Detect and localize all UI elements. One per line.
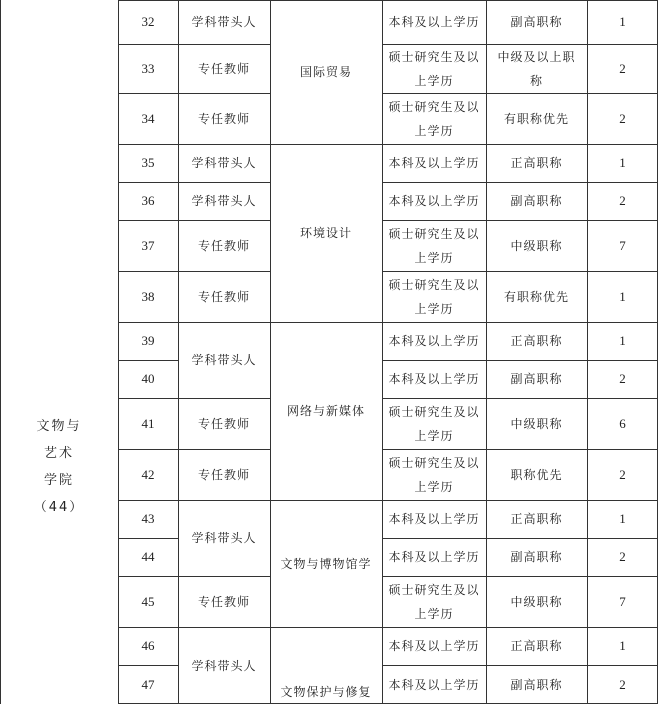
major-name bbox=[270, 0, 382, 144]
headcount-text: 2 bbox=[619, 110, 626, 126]
major-name-text: 文物与博物馆学 bbox=[280, 556, 372, 571]
title-requirement-text: 中级职称 bbox=[510, 594, 563, 609]
college-line: 文物与 bbox=[36, 419, 82, 434]
post-type bbox=[178, 627, 270, 704]
education-requirement bbox=[382, 627, 486, 665]
headcount-text: 1 bbox=[619, 511, 626, 526]
headcount bbox=[587, 500, 658, 538]
row-number bbox=[118, 360, 178, 398]
row-number bbox=[118, 93, 178, 144]
row-number bbox=[118, 144, 178, 182]
row-number-text: 47 bbox=[141, 676, 155, 692]
title-requirement-text: 职称优先 bbox=[510, 467, 563, 482]
major-name bbox=[270, 627, 382, 704]
education-requirement-text: 硕士研究生及以上学历 bbox=[388, 226, 480, 265]
post-type bbox=[178, 220, 270, 271]
post-type-text: 专任教师 bbox=[197, 467, 250, 482]
row-number bbox=[118, 449, 178, 500]
education-requirement bbox=[382, 44, 486, 93]
education-requirement bbox=[382, 144, 486, 182]
row-number-text: 40 bbox=[141, 371, 155, 386]
headcount bbox=[587, 44, 658, 93]
title-requirement bbox=[486, 360, 587, 398]
title-requirement bbox=[486, 182, 587, 220]
post-type-text: 学科带头人 bbox=[191, 194, 257, 208]
headcount bbox=[587, 0, 658, 44]
education-requirement bbox=[382, 449, 486, 500]
education-requirement-text: 硕士研究生及以上学历 bbox=[388, 277, 480, 316]
major-name-text: 环境设计 bbox=[299, 226, 352, 240]
education-requirement-text: 本科及以上学历 bbox=[388, 156, 480, 170]
row-number-text: 32 bbox=[141, 14, 155, 29]
post-type-text: 学科带头人 bbox=[191, 658, 257, 673]
headcount-text: 2 bbox=[619, 60, 626, 76]
education-requirement-text: 本科及以上学历 bbox=[388, 15, 480, 29]
education-requirement-text: 本科及以上学历 bbox=[388, 334, 480, 348]
title-requirement-text: 正高职称 bbox=[510, 639, 563, 653]
headcount bbox=[587, 271, 658, 322]
education-requirement bbox=[382, 360, 486, 398]
title-requirement-text: 正高职称 bbox=[510, 156, 563, 170]
post-type bbox=[178, 398, 270, 449]
education-requirement bbox=[382, 0, 486, 44]
major-name-text: 文物保护与修复 bbox=[280, 685, 372, 699]
headcount-text: 2 bbox=[619, 193, 626, 208]
education-requirement-text: 本科及以上学历 bbox=[388, 639, 480, 653]
title-requirement-text: 副高职称 bbox=[510, 194, 563, 208]
row-number bbox=[118, 182, 178, 220]
title-requirement bbox=[486, 398, 587, 449]
major-name bbox=[270, 500, 382, 627]
headcount bbox=[587, 665, 658, 704]
post-type-text: 专任教师 bbox=[197, 61, 250, 76]
college-cell bbox=[0, 0, 118, 704]
major-name-text: 国际贸易 bbox=[299, 65, 352, 79]
row-number-text: 37 bbox=[141, 237, 155, 253]
headcount-text: 7 bbox=[619, 593, 626, 609]
education-requirement-text: 硕士研究生及以上学历 bbox=[388, 582, 480, 621]
title-requirement bbox=[486, 144, 587, 182]
row-number-text: 33 bbox=[141, 60, 155, 76]
headcount-text: 1 bbox=[619, 288, 626, 304]
headcount bbox=[587, 93, 658, 144]
title-requirement-text: 中级及以上职称 bbox=[497, 49, 576, 88]
row-number-text: 43 bbox=[141, 511, 155, 526]
education-requirement bbox=[382, 576, 486, 627]
education-requirement bbox=[382, 398, 486, 449]
education-requirement bbox=[382, 93, 486, 144]
post-type-text: 专任教师 bbox=[197, 238, 250, 253]
education-requirement-text: 硕士研究生及以上学历 bbox=[388, 455, 480, 494]
title-requirement bbox=[486, 665, 587, 704]
college-line: 艺术 bbox=[43, 446, 74, 461]
row-number bbox=[118, 576, 178, 627]
education-requirement bbox=[382, 322, 486, 360]
headcount bbox=[587, 182, 658, 220]
title-requirement-text: 副高职称 bbox=[510, 677, 563, 692]
headcount bbox=[587, 398, 658, 449]
row-number bbox=[118, 322, 178, 360]
row-number-text: 36 bbox=[141, 193, 155, 208]
education-requirement-text: 本科及以上学历 bbox=[388, 372, 480, 386]
headcount bbox=[587, 220, 658, 271]
headcount-text: 2 bbox=[619, 676, 626, 692]
title-requirement bbox=[486, 538, 587, 576]
title-requirement bbox=[486, 576, 587, 627]
title-requirement-text: 有职称优先 bbox=[503, 111, 569, 126]
post-type bbox=[178, 500, 270, 576]
title-requirement bbox=[486, 322, 587, 360]
post-type bbox=[178, 0, 270, 44]
major-name bbox=[270, 322, 382, 500]
row-number-text: 39 bbox=[141, 333, 155, 348]
title-requirement-text: 中级职称 bbox=[510, 238, 563, 253]
college-line: （44） bbox=[33, 500, 85, 515]
headcount-text: 1 bbox=[619, 155, 626, 170]
post-type bbox=[178, 576, 270, 627]
title-requirement bbox=[486, 0, 587, 44]
title-requirement-text: 副高职称 bbox=[510, 15, 563, 29]
education-requirement bbox=[382, 271, 486, 322]
post-type-text: 学科带头人 bbox=[191, 353, 257, 367]
row-number-text: 46 bbox=[141, 638, 155, 653]
row-number-text: 41 bbox=[141, 415, 155, 431]
major-name-text: 网络与新媒体 bbox=[286, 404, 365, 418]
row-number-text: 45 bbox=[141, 593, 155, 609]
row-number bbox=[118, 538, 178, 576]
education-requirement-text: 硕士研究生及以上学历 bbox=[388, 99, 480, 138]
post-type bbox=[178, 44, 270, 93]
headcount bbox=[587, 449, 658, 500]
headcount bbox=[587, 576, 658, 627]
post-type-text: 学科带头人 bbox=[191, 156, 257, 170]
row-number bbox=[118, 665, 178, 704]
post-type-text: 专任教师 bbox=[197, 416, 250, 431]
education-requirement bbox=[382, 220, 486, 271]
education-requirement-text: 硕士研究生及以上学历 bbox=[388, 49, 480, 88]
row-number-text: 35 bbox=[141, 155, 155, 170]
headcount-text: 1 bbox=[619, 333, 626, 348]
title-requirement bbox=[486, 449, 587, 500]
headcount-text: 6 bbox=[619, 415, 626, 431]
headcount-text: 7 bbox=[619, 237, 626, 253]
title-requirement-text: 副高职称 bbox=[510, 550, 563, 564]
row-number-text: 34 bbox=[141, 110, 155, 126]
row-number bbox=[118, 44, 178, 93]
title-requirement bbox=[486, 500, 587, 538]
row-number bbox=[118, 271, 178, 322]
education-requirement bbox=[382, 538, 486, 576]
major-name bbox=[270, 144, 382, 322]
post-type bbox=[178, 322, 270, 398]
title-requirement bbox=[486, 271, 587, 322]
row-number bbox=[118, 398, 178, 449]
row-number bbox=[118, 0, 178, 44]
post-type-text: 学科带头人 bbox=[191, 531, 257, 545]
post-type-text: 专任教师 bbox=[197, 289, 250, 304]
education-requirement-text: 本科及以上学历 bbox=[388, 512, 480, 526]
headcount-text: 2 bbox=[619, 466, 626, 482]
post-type-text: 学科带头人 bbox=[191, 15, 257, 29]
headcount-text: 1 bbox=[619, 638, 626, 653]
title-requirement-text: 正高职称 bbox=[510, 334, 563, 348]
post-type bbox=[178, 271, 270, 322]
education-requirement-text: 本科及以上学历 bbox=[388, 550, 480, 564]
headcount-text: 2 bbox=[619, 549, 626, 564]
title-requirement-text: 副高职称 bbox=[510, 372, 563, 386]
headcount bbox=[587, 360, 658, 398]
row-number bbox=[118, 220, 178, 271]
title-requirement-text: 正高职称 bbox=[510, 512, 563, 526]
education-requirement bbox=[382, 182, 486, 220]
row-number-text: 38 bbox=[141, 288, 155, 304]
education-requirement-text: 本科及以上学历 bbox=[388, 677, 480, 692]
row-number-text: 44 bbox=[141, 549, 155, 564]
headcount bbox=[587, 144, 658, 182]
title-requirement bbox=[486, 220, 587, 271]
title-requirement bbox=[486, 93, 587, 144]
row-number bbox=[118, 500, 178, 538]
college-line: 学院 bbox=[43, 473, 74, 488]
post-type bbox=[178, 93, 270, 144]
post-type bbox=[178, 182, 270, 220]
post-type bbox=[178, 449, 270, 500]
headcount-text: 2 bbox=[619, 371, 626, 386]
title-requirement-text: 中级职称 bbox=[510, 416, 563, 431]
headcount bbox=[587, 538, 658, 576]
education-requirement-text: 本科及以上学历 bbox=[388, 194, 480, 208]
row-number bbox=[118, 627, 178, 665]
education-requirement bbox=[382, 500, 486, 538]
headcount bbox=[587, 627, 658, 665]
education-requirement-text: 硕士研究生及以上学历 bbox=[388, 404, 480, 443]
title-requirement bbox=[486, 44, 587, 93]
title-requirement-text: 有职称优先 bbox=[503, 289, 569, 304]
title-requirement bbox=[486, 627, 587, 665]
post-type-text: 专任教师 bbox=[197, 594, 250, 609]
post-type bbox=[178, 144, 270, 182]
headcount bbox=[587, 322, 658, 360]
education-requirement bbox=[382, 665, 486, 704]
row-number-text: 42 bbox=[141, 466, 155, 482]
post-type-text: 专任教师 bbox=[197, 111, 250, 126]
headcount-text: 1 bbox=[619, 14, 626, 29]
